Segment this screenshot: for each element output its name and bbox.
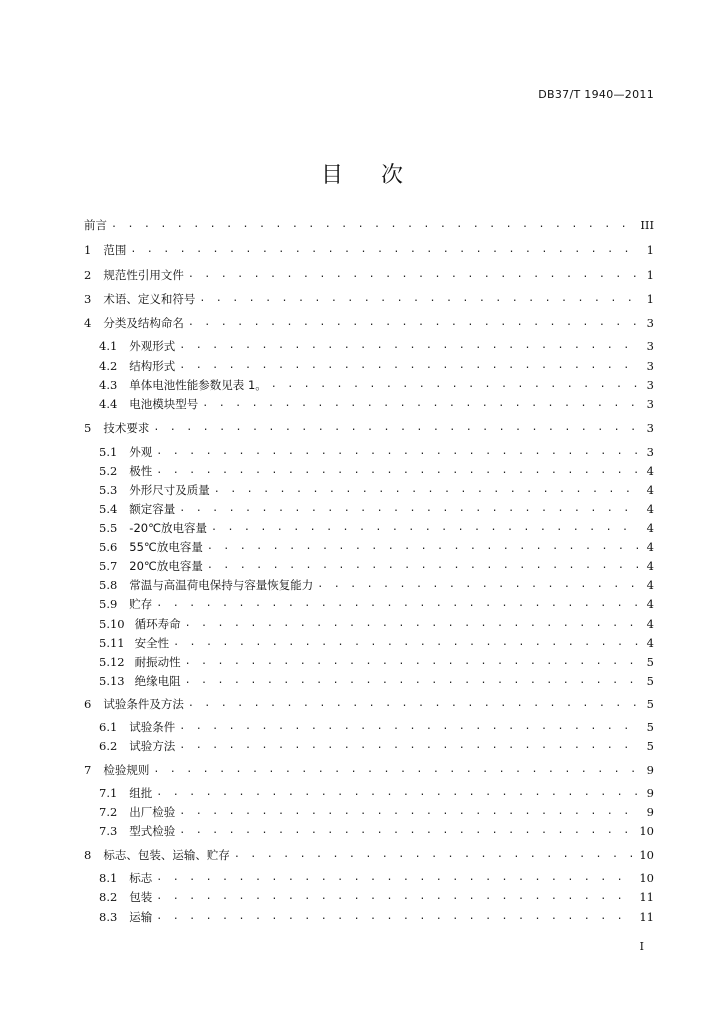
toc-entry-label: 绝缘电阻: [134, 674, 181, 688]
toc-leader-dots: [185, 616, 640, 632]
toc-entry-number: 5.3: [99, 483, 118, 497]
toc-entry[interactable]: [99, 444, 654, 460]
toc-entry[interactable]: [99, 635, 654, 651]
toc-entry-number: 6.1: [99, 720, 118, 734]
toc-entry-label: 分类及结构命名: [103, 316, 184, 330]
toc-entry-page: 9: [646, 786, 654, 800]
toc-leader-dots: [214, 482, 640, 498]
toc-entry[interactable]: [84, 315, 654, 331]
toc-leader-dots: [156, 870, 635, 886]
toc-entry-number: 6.2: [99, 739, 118, 753]
toc-entry[interactable]: [99, 396, 654, 412]
toc-entry-label: 贮存: [129, 597, 153, 611]
toc-leader-dots: [207, 539, 640, 555]
toc-leader-dots: [188, 267, 640, 283]
toc-entry[interactable]: [84, 267, 654, 283]
toc-entry-number: 7.2: [99, 805, 118, 819]
toc-entry-number: 4: [84, 316, 92, 330]
toc-entry-label: 标志: [129, 871, 153, 885]
toc-entry-page: 9: [646, 805, 654, 819]
toc-entry[interactable]: [99, 823, 654, 839]
toc-entry-label: 检验规则: [103, 763, 150, 777]
toc-entry-number: 8: [84, 848, 92, 862]
toc-leader-dots: [156, 463, 640, 479]
toc-entry-number: 5.12: [99, 655, 125, 669]
toc-entry-number: 4.3: [99, 378, 118, 392]
toc-entry-page: 10: [639, 848, 654, 862]
toc-entry-label: 规范性引用文件: [103, 268, 184, 282]
toc-entry-number: 5.5: [99, 521, 118, 535]
toc-entry-number: 1: [84, 243, 92, 257]
toc-entry-page: 3: [646, 378, 654, 392]
toc-entry-page: 4: [646, 521, 654, 535]
toc-entry-number: 7: [84, 763, 92, 777]
toc-entry[interactable]: [84, 696, 654, 712]
toc-entry-number: 4.4: [99, 397, 118, 411]
toc-entry[interactable]: [99, 738, 654, 754]
toc-entry-label: 极性: [129, 464, 153, 478]
toc-entry-number: 3: [84, 292, 92, 306]
toc-entry-page: 4: [646, 617, 654, 631]
toc-entry-number: 5.10: [99, 617, 125, 631]
toc-entry-page: 4: [646, 502, 654, 516]
toc-leader-dots: [173, 635, 640, 651]
toc-leader-dots: [207, 558, 640, 574]
toc-leader-dots: [156, 909, 635, 925]
toc-entry-page: 5: [646, 674, 654, 688]
toc-entry-number: 5.1: [99, 445, 118, 459]
toc-entry-number: 5.2: [99, 464, 118, 478]
toc-entry-label: 额定容量: [129, 502, 176, 516]
toc-entry-label: 常温与高温荷电保持与容量恢复能力: [129, 578, 314, 592]
toc-entry-page: 5: [646, 655, 654, 669]
toc-entry[interactable]: [99, 889, 654, 905]
toc-entry-label: 术语、定义和符号: [103, 292, 196, 306]
toc-entry-number: 8.3: [99, 910, 118, 924]
toc-leader-dots: [156, 889, 635, 905]
toc-leader-dots: [156, 444, 640, 460]
page-title: [0, 158, 724, 189]
toc-entry[interactable]: [99, 785, 654, 801]
toc-entry-page: 3: [646, 421, 654, 435]
toc-entry[interactable]: [99, 558, 654, 574]
toc-leader-dots: [156, 596, 640, 612]
toc-entry-page: 3: [646, 397, 654, 411]
toc-entry[interactable]: [84, 762, 654, 778]
toc-entry-number: 5.8: [99, 578, 118, 592]
toc-entry-label: 结构形式: [129, 359, 176, 373]
toc-leader-dots: [179, 719, 640, 735]
toc-entry-number: 5.7: [99, 559, 118, 573]
toc-entry-page: 9: [646, 763, 654, 777]
toc-entry[interactable]: [84, 242, 654, 258]
toc-entry-number: 5.9: [99, 597, 118, 611]
toc-entry[interactable]: [99, 870, 654, 886]
toc-entry-page: 4: [646, 636, 654, 650]
toc-entry-label: 范围: [103, 243, 127, 257]
toc-entry-number: 5: [84, 421, 92, 435]
toc-entry[interactable]: [99, 909, 654, 925]
toc-leader-dots: [130, 242, 640, 258]
toc-entry-label: 安全性: [134, 636, 170, 650]
toc-entry-label: 耐振动性: [134, 655, 181, 669]
toc-entry-number: 6: [84, 697, 92, 711]
toc-entry[interactable]: [84, 291, 654, 307]
toc-entry[interactable]: [99, 577, 654, 593]
toc-entry-number: 7.3: [99, 824, 118, 838]
toc-entry-label: 外形尺寸及质量: [129, 483, 210, 497]
toc-leader-dots: [179, 501, 640, 517]
toc-entry[interactable]: [99, 377, 654, 393]
toc-entry-label: 20℃放电容量: [129, 559, 203, 573]
toc-entry-number: 2: [84, 268, 92, 282]
toc-entry[interactable]: [99, 804, 654, 820]
toc-entry-number: 4.2: [99, 359, 118, 373]
toc-entry[interactable]: [99, 616, 654, 632]
toc-entry-label: 外观形式: [129, 339, 176, 353]
toc-entry-page: 10: [639, 824, 654, 838]
toc-entry-label: 循环寿命: [134, 617, 181, 631]
toc-entry-page: 11: [639, 910, 654, 924]
toc-entry-page: 3: [646, 316, 654, 330]
toc-entry[interactable]: [84, 847, 654, 863]
toc-leader-dots: [211, 520, 640, 536]
toc-entry-page: 4: [646, 597, 654, 611]
toc-entry-page: III: [640, 218, 654, 232]
toc-entry-page: 5: [646, 697, 654, 711]
toc-entry-page: 1: [646, 243, 654, 257]
toc-entry-label: 外观: [129, 445, 153, 459]
toc-leader-dots: [199, 291, 640, 307]
standard-code: DB37/T 1940—2011: [538, 88, 654, 101]
toc-entry-page: 4: [646, 559, 654, 573]
toc-entry[interactable]: [99, 520, 654, 536]
toc-entry[interactable]: [99, 501, 654, 517]
toc-entry-label: 技术要求: [103, 421, 150, 435]
toc-entry-label: 运输: [129, 910, 153, 924]
toc-entry-label: 包装: [129, 890, 153, 904]
toc-entry-label: 单体电池性能参数见表 1。: [129, 378, 267, 392]
toc-entry-label: 试验条件: [129, 720, 176, 734]
toc-entry-page: 3: [646, 339, 654, 353]
toc-entry[interactable]: [99, 539, 654, 555]
toc-entry-number: 5.6: [99, 540, 118, 554]
page-number: I: [639, 940, 644, 953]
toc-entry-number: 5.13: [99, 674, 125, 688]
toc-entry-number: 8.2: [99, 890, 118, 904]
toc-entry-label: 55℃放电容量: [129, 540, 203, 554]
toc-leader-dots: [156, 785, 640, 801]
toc-leader-dots: [111, 217, 636, 233]
toc-entry-page: 4: [646, 483, 654, 497]
toc-entry-page: 4: [646, 464, 654, 478]
toc-leader-dots: [188, 315, 640, 331]
toc-leader-dots: [185, 673, 640, 689]
toc-leader-dots: [271, 377, 640, 393]
toc-entry-number: 7.1: [99, 786, 118, 800]
toc-leader-dots: [202, 396, 640, 412]
toc-entry[interactable]: [99, 338, 654, 354]
toc-entry-page: 1: [646, 268, 654, 282]
toc-entry[interactable]: [99, 482, 654, 498]
toc-entry-page: 10: [639, 871, 654, 885]
toc-entry[interactable]: [99, 654, 654, 670]
toc-leader-dots: [179, 738, 640, 754]
toc-leader-dots: [179, 358, 640, 374]
toc-entry-label: 出厂检验: [129, 805, 176, 819]
toc-entry[interactable]: [99, 463, 654, 479]
toc-entry-page: 5: [646, 720, 654, 734]
toc-entry-page: 4: [646, 578, 654, 592]
toc-entry-label: 试验方法: [129, 739, 176, 753]
toc-leader-dots: [153, 762, 640, 778]
toc-leader-dots: [153, 420, 640, 436]
toc-entry-label: 试验条件及方法: [103, 697, 184, 711]
toc-entry[interactable]: [84, 420, 654, 436]
toc-entry-label: 型式检验: [129, 824, 176, 838]
toc-entry-number: 8.1: [99, 871, 118, 885]
toc-entry-page: 3: [646, 359, 654, 373]
toc-entry[interactable]: [99, 596, 654, 612]
toc-leader-dots: [234, 847, 636, 863]
toc-leader-dots: [179, 804, 640, 820]
toc-leader-dots: [179, 823, 635, 839]
toc-entry-number: 5.4: [99, 502, 118, 516]
toc-entry-page: 1: [646, 292, 654, 306]
toc-entry[interactable]: [99, 719, 654, 735]
toc-entry-number: 4.1: [99, 339, 118, 353]
toc-entry-page: 11: [639, 890, 654, 904]
title-char-2: 次: [381, 163, 404, 188]
toc-leader-dots: [317, 577, 640, 593]
toc-leader-dots: [188, 696, 640, 712]
toc-entry-label: 前言: [84, 218, 107, 232]
toc-entry[interactable]: [99, 358, 654, 374]
toc-entry[interactable]: [99, 673, 654, 689]
toc-entry-label: 组批: [129, 786, 153, 800]
toc-entry-page: 5: [646, 739, 654, 753]
toc-leader-dots: [179, 338, 640, 354]
toc-entry[interactable]: [84, 217, 654, 233]
toc-entry-page: 4: [646, 540, 654, 554]
toc-entry-label: -20℃放电容量: [129, 521, 207, 535]
toc-entry-page: 3: [646, 445, 654, 459]
toc-entry-label: 标志、包装、运输、贮存: [103, 848, 230, 862]
title-char-1: 目: [320, 163, 343, 188]
toc-entry-label: 电池模块型号: [129, 397, 199, 411]
toc-entry-number: 5.11: [99, 636, 125, 650]
toc-leader-dots: [185, 654, 640, 670]
